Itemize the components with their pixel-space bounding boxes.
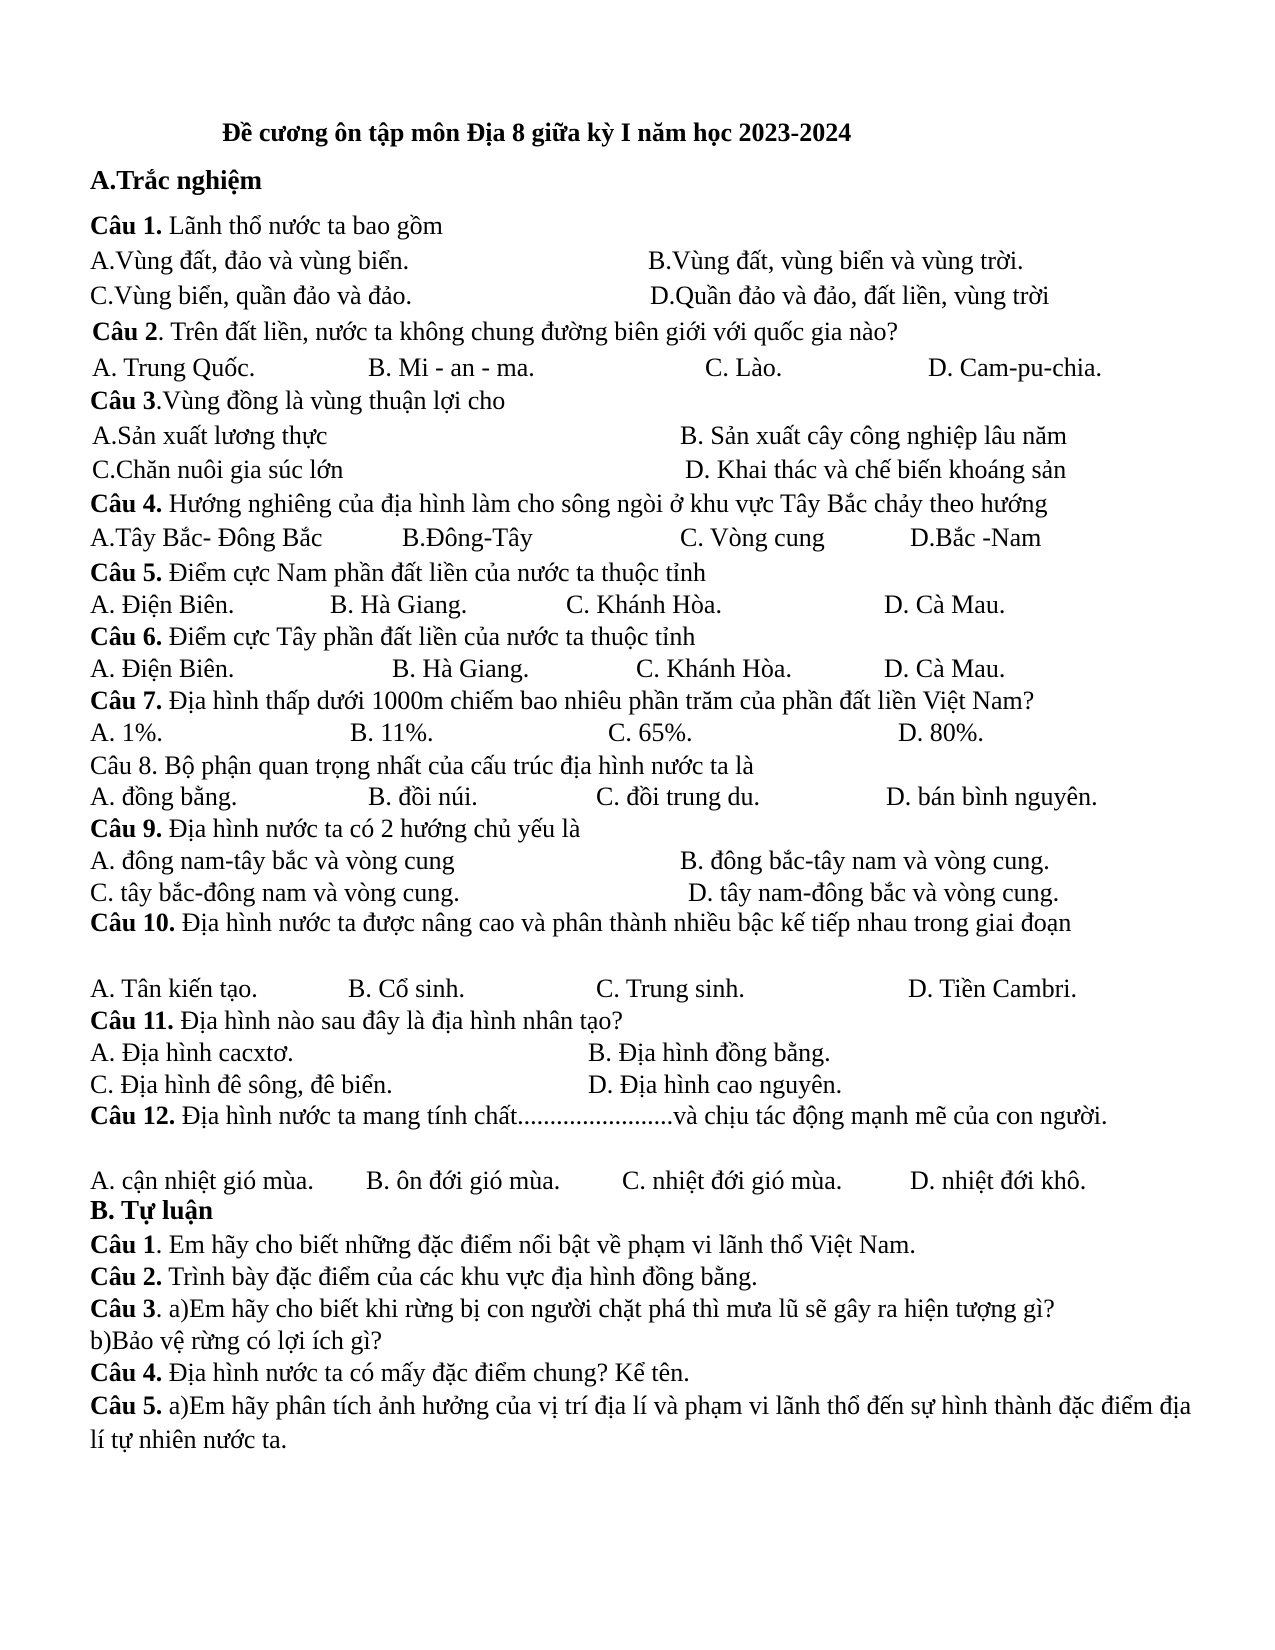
option-c: C.Chăn nuôi gia súc lớn <box>92 455 344 484</box>
option-d: D. Cà Mau. <box>884 654 1006 683</box>
question-text: Điểm cực Tây phần đất liền của nước ta thuộc tỉnh <box>162 622 696 651</box>
option-b: B. Hà Giang. <box>330 590 468 619</box>
question-12 <box>90 1099 1200 1133</box>
question-label: Câu 11. <box>90 1006 174 1035</box>
essay-question-3b <box>90 1325 1215 1357</box>
question-label: Câu 4. <box>90 1358 163 1387</box>
option-d: D. nhiệt đới khô. <box>910 1166 1087 1195</box>
option-c: C. đồi trung du. <box>596 782 760 811</box>
option-a: A.Sản xuất lương thực <box>92 421 328 450</box>
option-c: C. Khánh Hòa. <box>636 654 792 683</box>
question-label: Câu 2. <box>90 1262 163 1291</box>
option-d: D. 80%. <box>898 718 984 747</box>
question-text: Trình bày đặc điểm của các khu vực địa hình đồng bằng. <box>162 1262 758 1291</box>
question-label: Câu 10. <box>90 908 176 937</box>
question-label: Câu 7. <box>90 686 163 715</box>
section-a-heading: A.Trắc nghiệm <box>90 165 262 195</box>
option-c: C. 65%. <box>608 718 693 747</box>
section-b-heading: B. Tự luận <box>90 1195 214 1225</box>
question-label: Câu 2 <box>92 317 158 346</box>
option-d: D. Khai thác và chế biến khoáng sản <box>685 455 1067 484</box>
question-text: Hướng nghiêng của địa hình làm cho sông ngòi ở khu vực Tây Bắc chảy theo hướng <box>162 489 1048 518</box>
option-b: B. 11%. <box>350 718 434 747</box>
question-text: . a)Em hãy cho biết khi rừng bị con người chặt phá thì mưa lũ sẽ gây ra hiện tượng gì? <box>155 1294 1055 1323</box>
option-a: A. đồng bằng. <box>90 782 238 811</box>
option-a: A. cận nhiệt gió mùa. <box>90 1166 314 1195</box>
option-c: C. nhiệt đới gió mùa. <box>622 1166 843 1195</box>
option-c: C. tây bắc-đông nam và vòng cung. <box>90 878 460 907</box>
question-10 <box>90 906 1200 940</box>
question-label: Câu 6. <box>90 622 163 651</box>
question-label: Câu 3 <box>90 386 156 415</box>
question-label: Câu 1 <box>90 1230 156 1259</box>
question-4 <box>90 488 1215 520</box>
question-text: Câu 8. Bộ phận quan trọng nhất của cấu trúc địa hình nước ta là <box>90 751 754 780</box>
option-a: A. Điện Biên. <box>90 654 235 683</box>
option-a: A.Vùng đất, đảo và vùng biển. <box>90 246 410 275</box>
option-a: A. Điện Biên. <box>90 590 235 619</box>
option-b: B. Địa hình đồng bằng. <box>588 1038 831 1067</box>
question-text: . Trên đất liền, nước ta không chung đường biên giới với quốc gia nào? <box>157 317 899 346</box>
option-c: C. Khánh Hòa. <box>566 590 722 619</box>
question-label: Câu 4. <box>90 489 163 518</box>
question-text: Địa hình nào sau đây là địa hình nhân tạo? <box>173 1006 623 1035</box>
question-label: Câu 12. <box>90 1101 176 1130</box>
option-c: C. Lào. <box>705 353 783 382</box>
question-text: . Em hãy cho biết những đặc điểm nổi bật về phạm vi lãnh thổ Việt Nam. <box>155 1230 916 1259</box>
question-text: Địa hình nước ta có 2 hướng chủ yếu là <box>162 814 581 843</box>
option-a: A. 1%. <box>90 718 163 747</box>
option-b: B. Mi - an - ma. <box>368 353 535 382</box>
essay-question-4 <box>90 1357 1215 1389</box>
option-c: C. Trung sinh. <box>596 974 745 1003</box>
document-title: Đề cương ôn tập môn Địa 8 giữa kỳ I năm học 2023-2024 <box>222 118 852 147</box>
question-text: .Vùng đồng là vùng thuận lợi cho <box>155 386 506 415</box>
option-c: C. Vòng cung <box>680 523 825 552</box>
question-9 <box>90 813 1215 845</box>
option-d: D.Quần đảo và đảo, đất liền, vùng trời <box>650 281 1050 310</box>
question-1 <box>90 210 1215 242</box>
option-a: A. đông nam-tây bắc và vòng cung <box>90 846 455 875</box>
option-c: C.Vùng biển, quần đảo và đảo. <box>90 281 413 310</box>
option-d: D. Tiền Cambri. <box>908 974 1078 1003</box>
option-b: B. Sản xuất cây công nghiệp lâu năm <box>680 421 1068 450</box>
question-text: Địa hình nước ta có mấy đặc điểm chung? Kể tên. <box>162 1358 690 1387</box>
option-a: A. Trung Quốc. <box>92 353 256 382</box>
option-c: C. Địa hình đê sông, đê biển. <box>90 1070 393 1099</box>
option-d: D. Cam-pu-chia. <box>928 353 1103 382</box>
option-d: D. Địa hình cao nguyên. <box>588 1070 843 1099</box>
question-label: Câu 9. <box>90 814 163 843</box>
question-text: Địa hình nước ta được nâng cao và phân thành nhiều bậc kế tiếp nhau trong giai đoạn <box>175 908 1072 937</box>
question-5 <box>90 557 1215 589</box>
essay-question-1 <box>90 1229 1215 1261</box>
essay-question-3 <box>90 1293 1215 1325</box>
question-8 <box>90 750 1215 782</box>
option-b: B. đông bắc-tây nam và vòng cung. <box>680 846 1050 875</box>
option-b: B. Hà Giang. <box>392 654 530 683</box>
question-6 <box>90 621 1215 653</box>
option-d: D. bán bình nguyên. <box>886 782 1098 811</box>
option-d: D.Bắc -Nam <box>910 523 1042 552</box>
option-b: B. Cổ sinh. <box>348 974 466 1003</box>
question-label: Câu 5. <box>90 1391 163 1420</box>
option-a: A. Địa hình cacxtơ. <box>90 1038 294 1067</box>
question-3 <box>90 385 1215 417</box>
option-b: B.Đông-Tây <box>402 523 533 552</box>
question-11 <box>90 1005 1215 1037</box>
option-b: B. đồi núi. <box>368 782 478 811</box>
question-label: Câu 3 <box>90 1294 156 1323</box>
question-2 <box>92 316 1215 348</box>
essay-question-5 <box>90 1389 1200 1457</box>
question-text: Địa hình nước ta mang tính chất........................và chịu tác động mạnh mẽ của con người. <box>175 1101 1108 1130</box>
question-text: Điểm cực Nam phần đất liền của nước ta thuộc tỉnh <box>162 558 706 587</box>
question-7 <box>90 685 1215 717</box>
option-d: D. tây nam-đông bắc và vòng cung. <box>688 878 1060 907</box>
option-a: A. Tân kiến tạo. <box>90 974 258 1003</box>
essay-question-2 <box>90 1261 1215 1293</box>
question-text: Địa hình thấp dưới 1000m chiếm bao nhiêu phần trăm của phần đất liền Việt Nam? <box>162 686 1035 715</box>
question-label: Câu 1. <box>90 211 163 240</box>
question-label: Câu 5. <box>90 558 163 587</box>
question-text: Lãnh thổ nước ta bao gồm <box>162 211 443 240</box>
option-a: A.Tây Bắc- Đông Bắc <box>90 523 323 552</box>
option-d: D. Cà Mau. <box>884 590 1006 619</box>
option-b: B. ôn đới gió mùa. <box>366 1166 561 1195</box>
question-text: a)Em hãy phân tích ảnh hưởng của vị trí địa lí và phạm vi lãnh thổ đến sự hình thành đặc điểm địa lí tự nhiên nước ta. <box>90 1391 1192 1454</box>
question-text: b)Bảo vệ rừng có lợi ích gì? <box>90 1326 383 1355</box>
option-b: B.Vùng đất, vùng biển và vùng trời. <box>648 246 1024 275</box>
